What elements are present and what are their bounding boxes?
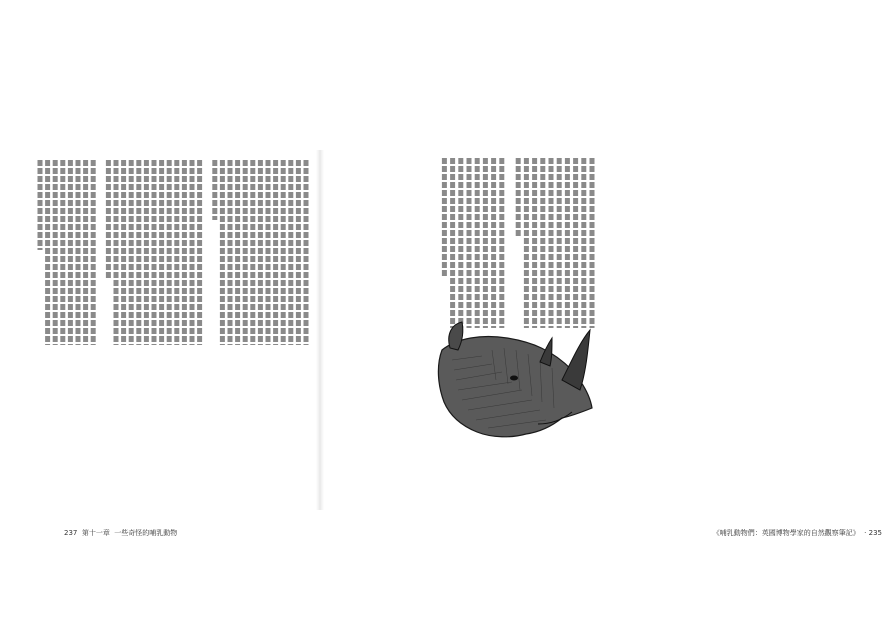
- book-title: 《哺乳動物們：英國博物學家的自然觀察筆記》: [712, 529, 860, 537]
- right-footer: 《哺乳動物們：英國博物學家的自然觀察筆記》 · 235: [712, 529, 882, 537]
- rhinoceros-illustration: [422, 320, 602, 450]
- book-spread: [28, 150, 882, 537]
- left-page: [28, 150, 318, 537]
- left-footer: [64, 528, 177, 538]
- rhino-head: [438, 337, 592, 437]
- rhino-eye: [510, 376, 518, 381]
- left-page-number: 237: [64, 529, 78, 537]
- right-page: [322, 150, 882, 537]
- chapter-label: 第十一章: [81, 529, 110, 537]
- right-page-number: 235: [868, 529, 882, 537]
- rhino-front-horn: [562, 330, 590, 390]
- left-text-columns: [28, 150, 318, 510]
- chapter-title: 一些奇怪的哺乳動物: [114, 529, 178, 537]
